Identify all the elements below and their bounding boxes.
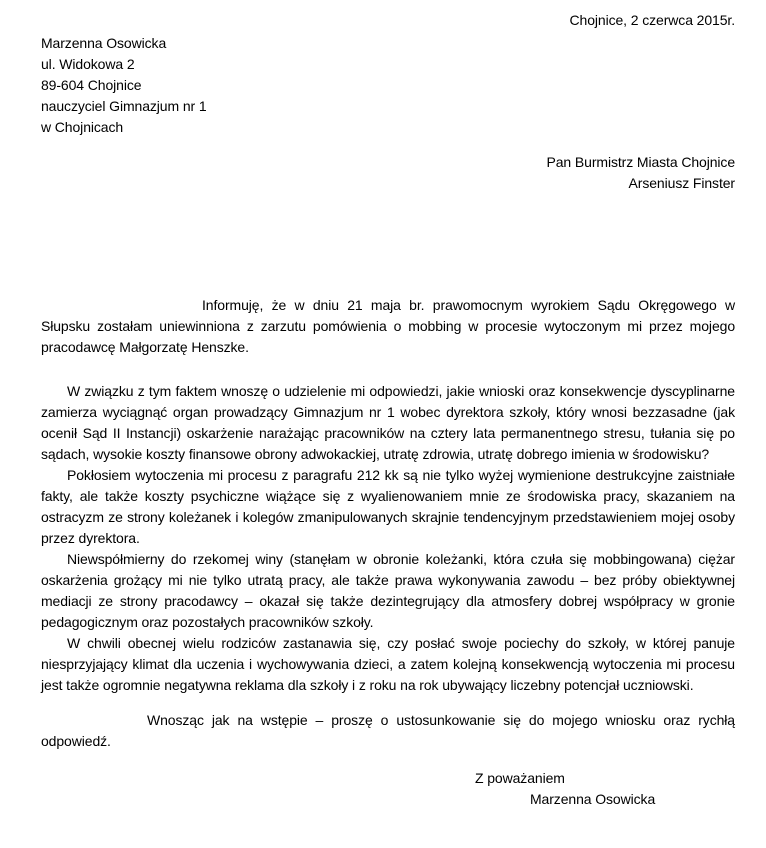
date-line: Chojnice, 2 czerwca 2015r. xyxy=(569,12,735,28)
sender-name: Marzenna Osowicka xyxy=(41,35,167,51)
recipient-name: Arseniusz Finster xyxy=(628,175,735,191)
paragraph-closing-request: Wnosząc jak na wstępie – proszę o ustosunkowanie się do mojego wniosku oraz rychłą odpowiedź. xyxy=(41,712,735,749)
sender-street: ul. Widokowa 2 xyxy=(41,56,135,72)
sender-occupation: nauczyciel Gimnazjum nr 1 xyxy=(41,98,207,114)
paragraph-disproportion: Niewspółmierny do rzekomej winy (stanęłam w obronie koleżanki, która czuła się mobbingowana) ciężar oskarżenia grożący mi nie tylko utratą pracy, ale także prawa wykonywania zawodu – bez próby obiektywnej mediacji ze strony pracodawcy – okazał się także dezintegrujący dla atmosfery dobrej współpracy w gronie pedagogicznym oraz pozostałych pracowników szkoły. xyxy=(41,551,735,630)
sender-block xyxy=(41,33,735,138)
sender-city: 89-604 Chojnice xyxy=(41,77,142,93)
paragraph-request: W związku z tym faktem wnoszę o udzielenie mi odpowiedzi, jakie wnioski oraz konsekwencje dyscyplinarne zamierza wyciągnąć organ prowadzący Gimnazjum nr 1 wobec dyrektora szkoły, który wnosi bezzasadne (jak ocenił Sąd II Instancji) oskarżenie narażając pracowników na cztery lata permanentnego stresu, tułania się po sądach, wysokie koszty finansowe obrony adwokackiej, utratę zdrowia, utratę dobrego imienia w środowisku? xyxy=(41,383,735,462)
paragraph-parents: W chwili obecnej wielu rodziców zastanawia się, czy posłać swoje pociechy do szkoły, w której panuje niesprzyjający klimat dla uczenia i wychowywania dzieci, a zatem kolejną konsekwencją wytoczenia mi procesu jest także ogromnie negatywna reklama dla szkoły i z roku na rok ubywający liczebny potencjał uczniowski. xyxy=(41,635,735,693)
paragraph-intro: Informuję, że w dniu 21 maja br. prawomocnym wyrokiem Sądu Okręgowego w Słupsku zostałam uniewinniona z zarzutu pomówienia o mobbing w procesie wytoczonym mi przez mojego pracodawcę Małgorzatę Henszke. xyxy=(41,297,735,355)
paragraph-consequences: Pokłosiem wytoczenia mi procesu z paragrafu 212 kk są nie tylko wyżej wymienione destrukcyjne zaistniałe fakty, ale także koszty psychiczne wiążące się z wyalienowaniem mnie ze środowiska pracy, skazaniem na ostracyzm ze strony koleżanek i kolegów zmanipulowanych skrajnie tendencyjnym przedstawieniem mojej osoby przez dyrektora. xyxy=(41,467,735,546)
letter-body xyxy=(41,295,735,752)
signature-block xyxy=(41,768,735,810)
recipient-title: Pan Burmistrz Miasta Chojnice xyxy=(546,154,735,170)
recipient-block xyxy=(41,152,735,194)
valediction: Z poważaniem xyxy=(475,770,565,786)
sender-location: w Chojnicach xyxy=(41,119,124,135)
signature-name: Marzenna Osowicka xyxy=(530,791,656,807)
